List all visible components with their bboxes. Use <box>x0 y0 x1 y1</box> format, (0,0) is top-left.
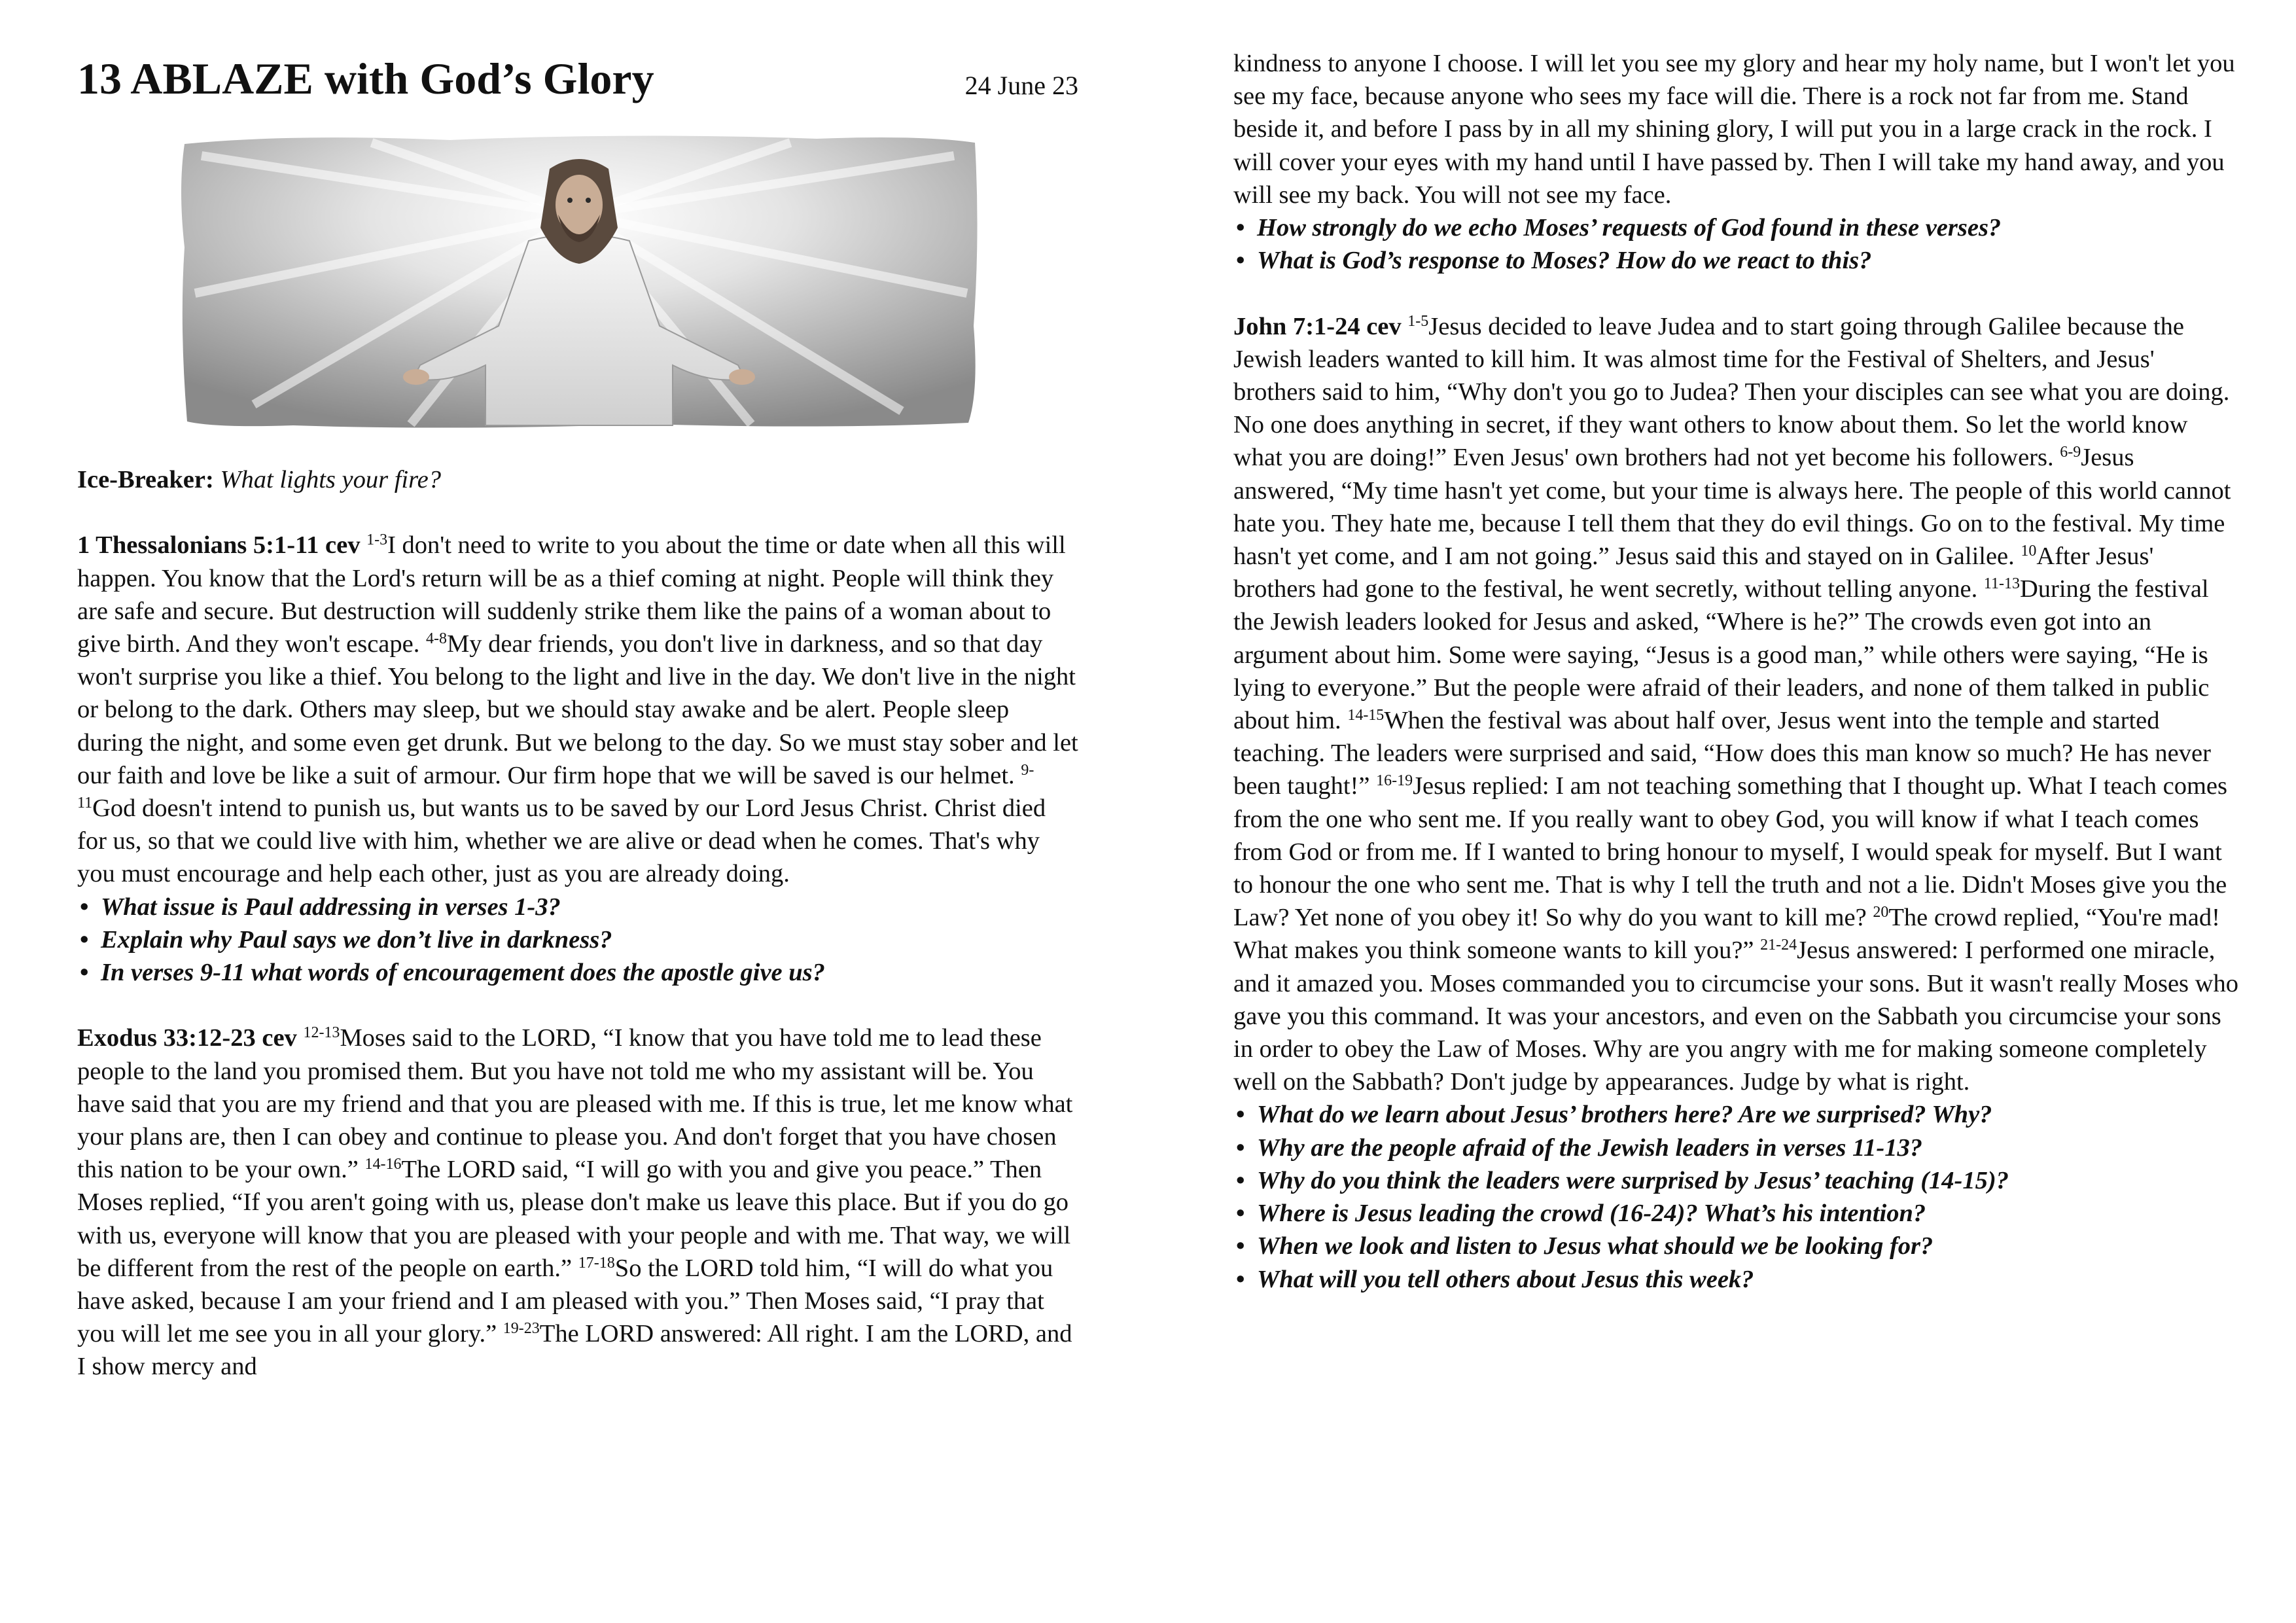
verse-text: The LORD answered: All right. I am the LORD, and I show mercy and <box>77 1320 1072 1381</box>
verse-number: 19-23 <box>503 1320 540 1338</box>
question-item: • Why do you think the leaders were surprised by Jesus’ teaching (14-15)? <box>1233 1164 2241 1197</box>
verse-text: During the festival the Jewish leaders looked for Jesus and asked, “Where is he?” The crowds even got into an argument about him. Some were saying, “Jesus is a good man,” while others were saying, “He is lying to everyone.” But the people were afraid of their leaders, and none of them talked in public about him. <box>1233 575 2210 735</box>
verse-number: 9-11 <box>77 761 1034 812</box>
verse-text: My dear friends, you don't live in darkness, and so that day won't surprise you like a thief. You belong to the light and live in the day. We don't live in the night or belong to the dark. Others may sleep, but we should stay awake and be alert. People sleep during the night, and some even get drunk. But we belong to the day. So we must stay sober and let our faith and love be like a suit of armour. Our firm hope that we will be saved is our helmet. <box>77 630 1078 789</box>
verse-text: Jesus answered: I performed one miracle, and it amazed you. Moses commanded you to circumcise your sons. But it wasn't really Moses who gave you this command. It was your ancestors, and even on the Sabbath you circumcise your sons in order to obey the Law of Moses. Why are you angry with me for making someone completely well on the Sabbath? Don't judge by appearances. Judge by what is right. <box>1233 936 2238 1096</box>
question-item: • In verses 9-11 what words of encouragement does the apostle give us? <box>77 956 1078 989</box>
verse-number: 16-19 <box>1376 772 1413 790</box>
verse-number: 17-18 <box>578 1254 615 1272</box>
question-item: • What issue is Paul addressing in verses 1-3? <box>77 891 1078 923</box>
scripture-reference: Exodus 33:12-23 cev <box>77 1024 297 1052</box>
verse-number: 4-8 <box>425 630 447 647</box>
discussion-questions <box>1233 1098 2241 1295</box>
passage-thessalonians <box>77 529 1078 890</box>
passage-exodus-continued: kindness to anyone I choose. I will let you see my glory and hear my holy name, but I won't let you see my face, because anyone who sees my face will die. There is a rock not far from me. Stand beside it, and before I pass by in all my shining glory, I will put you in a large crack in the rock. I will cover your eyes with my hand until I have passed by. Then I will take my hand away, and you will see my back. You will not see my face. <box>1233 50 2235 209</box>
question-item: • When we look and listen to Jesus what should we be looking for? <box>1233 1230 2241 1262</box>
header <box>77 46 1078 111</box>
question-item: • Explain why Paul says we don’t live in darkness? <box>77 923 1078 956</box>
verse-text: God doesn't intend to punish us, but wants us to be saved by our Lord Jesus Christ. Christ died for us, so that we could live with him, whether we are alive or dead when he comes. That's why you must encourage and help each other, just as you are already doing. <box>77 794 1046 888</box>
verse-number: 1-5 <box>1407 312 1429 330</box>
verse-text: After Jesus' brothers had gone to the festival, he went secretly, without telling anyone. <box>1233 543 2154 603</box>
verse-text: Jesus replied: I am not teaching something that I thought up. What I teach comes from the one who sent me. If you really want to obey God, you will know if what I teach comes from God or from me. If I wanted to bring honour to myself, I would speak for myself. But I want to honour the one who sent me. That is why I tell the truth and not a lie. Didn't Moses give you the Law? Yet none of you obey it! So why do you want to kill me? <box>1233 772 2227 932</box>
verse-number: 14-15 <box>1347 707 1385 724</box>
verse-text: When the festival was about half over, Jesus went into the temple and started teaching. The leaders were surprised and said, “How does this man know so much? He has never been taught!” <box>1233 707 2211 800</box>
page-date: 24 June 23 <box>964 71 1078 100</box>
question-item: • What do we learn about Jesus’ brothers here? Are we surprised? Why? <box>1233 1098 2241 1131</box>
verse-text: I don't need to write to you about the time or date when all this will happen. You know that the Lord's return will be as a thief coming at night. People will think they are safe and secure. But destruction will suddenly strike them like the pains of a woman about to give birth. And they won't escape. <box>77 531 1066 658</box>
scripture-reference: John 7:1-24 cev <box>1233 312 1402 340</box>
verse-number: 10 <box>2021 543 2037 560</box>
discussion-questions <box>1233 211 2241 277</box>
scripture-reference: 1 Thessalonians 5:1-11 cev <box>77 531 361 560</box>
jesus-radiant-light-illustration-icon <box>175 130 983 432</box>
verse-number: 11-13 <box>1983 575 2020 593</box>
right-column <box>1233 47 2241 1296</box>
verse-number: 21-24 <box>1760 936 1797 954</box>
right-page <box>1148 0 2296 1623</box>
question-item: • How strongly do we echo Moses’ requests of God found in these verses? <box>1233 211 2241 244</box>
page-title: 13 ABLAZE with God’s Glory <box>77 54 654 103</box>
verse-number: 1-3 <box>366 531 388 549</box>
ice-breaker-label: Ice-Breaker: <box>77 466 214 493</box>
verse-number: 14-16 <box>364 1156 402 1173</box>
question-item: • Where is Jesus leading the crowd (16-24)? What’s his intention? <box>1233 1197 2241 1230</box>
ice-breaker-question: What lights your fire? <box>220 466 442 493</box>
verse-text: Jesus decided to leave Judea and to start going through Galilee because the Jewish leaders wanted to kill him. It was almost time for the Festival of Shelters, and Jesus' brothers said to him, “Why don't you go to Judea? Then your disciples can see what you are doing. No one does anything in secret, if they want others to know about them. So let the world know what you are doing!” Even Jesus' own brothers had not yet become his followers. <box>1233 312 2230 472</box>
discussion-questions <box>77 891 1078 990</box>
verse-number: 20 <box>1873 904 1889 921</box>
verse-number: 12-13 <box>303 1024 340 1042</box>
verse-number: 6-9 <box>2060 444 2081 461</box>
verse-text: The crowd replied, “You're mad! What makes you think someone wants to kill you?” <box>1233 904 2220 965</box>
verse-text: Jesus answered, “My time hasn't yet come, but your time is always here. The people of this world cannot hate you. They hate me, because I tell them that they do evil things. Go on to the festival. My time hasn't yet come, and I am not going.” Jesus said this and stayed on in Galilee. <box>1233 444 2231 571</box>
verse-text: Moses said to the LORD, “I know that you have told me to lead these people to the land you promised them. But you have not told me who my assistant will be. You have said that you are my friend and that you are pleased with me. If this is true, let me know what your plans are, then I can obey and continue to please you. And don't forget that you have chosen this nation to be your own.” <box>77 1024 1073 1184</box>
question-item: • What will you tell others about Jesus this week? <box>1233 1263 2241 1296</box>
passage-exodus <box>77 1022 1078 1383</box>
left-column <box>77 463 1078 1383</box>
question-item: • Why are the people afraid of the Jewish leaders in verses 11-13? <box>1233 1132 2241 1164</box>
verse-text: The LORD said, “I will go with you and give you peace.” Then Moses replied, “If you aren't going with us, please don't make us leave this place. But if you do go with us, everyone will know that you are pleased with your people and with me. That way, we will be different from the rest of the people on earth.” <box>77 1156 1071 1282</box>
passage-john <box>1233 310 2241 1099</box>
verse-text: So the LORD told him, “I will do what you have asked, because I am your friend and I am pleased with you.” Then Moses said, “I pray that you will let me see you in all your glory.” <box>77 1254 1053 1348</box>
ice-breaker <box>77 463 1078 496</box>
question-item: • What is God’s response to Moses? How do we react to this? <box>1233 244 2241 277</box>
